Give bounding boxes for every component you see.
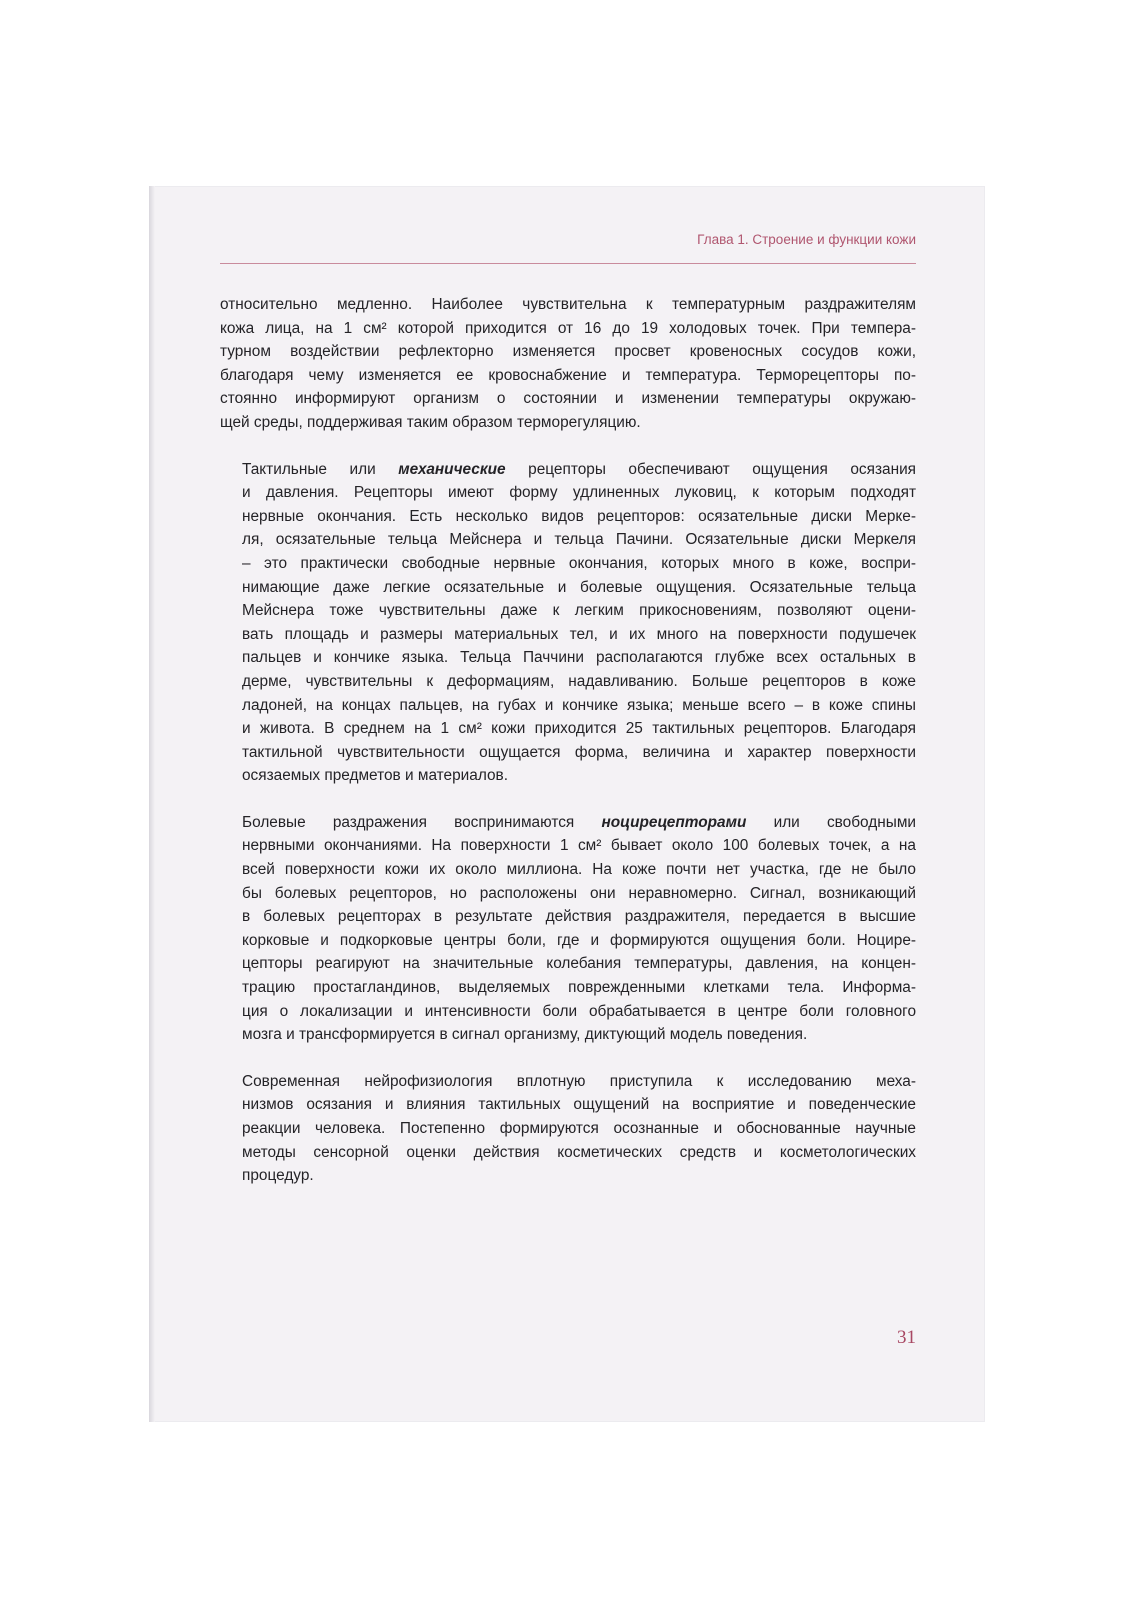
text-line: и живота. В среднем на 1 см² кожи приходится 25 тактильных рецепторов. Благодаря (242, 720, 916, 738)
page-number: 31 (897, 1327, 916, 1348)
text-line: в болевых рецепторах в результате действия раздражителя, передается в высшие (242, 908, 916, 926)
text-line: нервные окончания. Есть несколько видов рецепторов: осязательные диски Мерке- (242, 507, 916, 525)
text-line: – это практически свободные нервные окончания, которых много в коже, воспри- (242, 554, 916, 572)
text-line: благодаря чему изменяется ее кровоснабжение и температура. Терморецепторы по- (220, 366, 916, 384)
text-line-first: Современная нейрофизиология вплотную приступила к исследованию меха- (242, 1072, 916, 1090)
text-run: рецепторы обеспечивают ощущения осязания (505, 460, 917, 478)
text-line: относительно медленно. Наиболее чувствительна к температурным раздражителям (220, 296, 916, 313)
text-line: нервными окончаниями. На поверхности 1 см² бывает около 100 болевых точек, а на (242, 837, 916, 855)
term-mechanical: механические (398, 460, 506, 478)
running-head-rule (220, 263, 916, 264)
text-line: Мейснера тоже чувствительны даже к легким прикосновениям, позволяют оцени- (242, 602, 916, 620)
text-line: низмов осязания и влияния тактильных ощущений на восприятие и поведенческие (242, 1096, 916, 1114)
text-line: тактильной чувствительности ощущается форма, величина и характер поверхности (242, 743, 916, 761)
text-line: щей среды, поддерживая таким образом терморегуляцию. (220, 413, 641, 431)
term-nociceptors: ноцирецепторами (601, 813, 747, 831)
text-line: ция о локализации и интенсивности боли обрабатывается в центре боли головного (242, 1002, 916, 1020)
running-head: Глава 1. Строение и функции кожи (697, 232, 916, 247)
text-line-first (220, 458, 916, 482)
text-run: Тактильные или (242, 460, 399, 478)
text-line: бы болевых рецепторов, но расположены они неравномерно. Сигнал, возникающий (242, 884, 916, 902)
text-line: осязаемых предметов и материалов. (242, 767, 508, 785)
text-line: корковые и подкорковые центры боли, где и формируются ощущения боли. Ноцире- (242, 931, 916, 949)
text-run: Болевые раздражения воспринимаются (242, 813, 602, 831)
text-line: пальцев и кончике языка. Тельца Паччини располагаются глубже всех остальных в (242, 649, 916, 667)
paragraph-nociceptors (220, 811, 916, 1047)
text-line: стоянно информируют организм о состоянии и изменении температуры окружаю- (220, 390, 916, 408)
text-line: процедур. (242, 1167, 314, 1185)
text-line-first (220, 811, 916, 835)
text-line: турном воздействии рефлекторно изменяется просвет кровеносных сосудов кожи, (220, 343, 916, 361)
text-line: мозга и трансформируется в сигнал организму, диктующий модель поведения. (242, 1026, 808, 1044)
paragraph-thermoreceptors (220, 293, 916, 435)
text-line: вать площадь и размеры материальных тел, и их много на поверхности подушечек (242, 625, 916, 643)
page-binding-edge (149, 186, 155, 1422)
text-line: трацию простагландинов, выделяемых поврежденными клетками тела. Информа- (242, 979, 916, 997)
text-line: кожа лица, на 1 см² которой приходится от 16 до 19 холодовых точек. При темпера- (220, 319, 916, 337)
text-line: цепторы реагируют на значительные колебания температуры, давления, на концен- (242, 955, 916, 973)
text-line: нимающие даже легкие осязательные и болевые ощущения. Осязательные тельца (242, 578, 916, 596)
text-line: и давления. Рецепторы имеют форму удлиненных луковиц, к которым подходят (242, 484, 916, 502)
text-line: методы сенсорной оценки действия косметических средств и косметологических (242, 1143, 916, 1161)
text-line: ля, осязательные тельца Мейснера и тельца Пачини. Осязательные диски Меркеля (242, 531, 916, 549)
paragraph-mechanoreceptors (220, 458, 916, 788)
paragraph-neurophysiology (220, 1070, 916, 1188)
text-line: реакции человека. Постепенно формируются осознанные и обоснованные научные (242, 1120, 916, 1137)
text-run: или свободными (746, 813, 916, 831)
body-text (220, 293, 916, 1188)
text-line: дерме, чувствительны к деформациям, надавливанию. Больше рецепторов в коже (242, 672, 916, 690)
text-line: всей поверхности кожи их около миллиона. На коже почти нет участка, где не было (242, 861, 916, 879)
text-line: ладоней, на концах пальцев, на губах и кончике языка; меньше всего – в коже спины (242, 696, 916, 714)
